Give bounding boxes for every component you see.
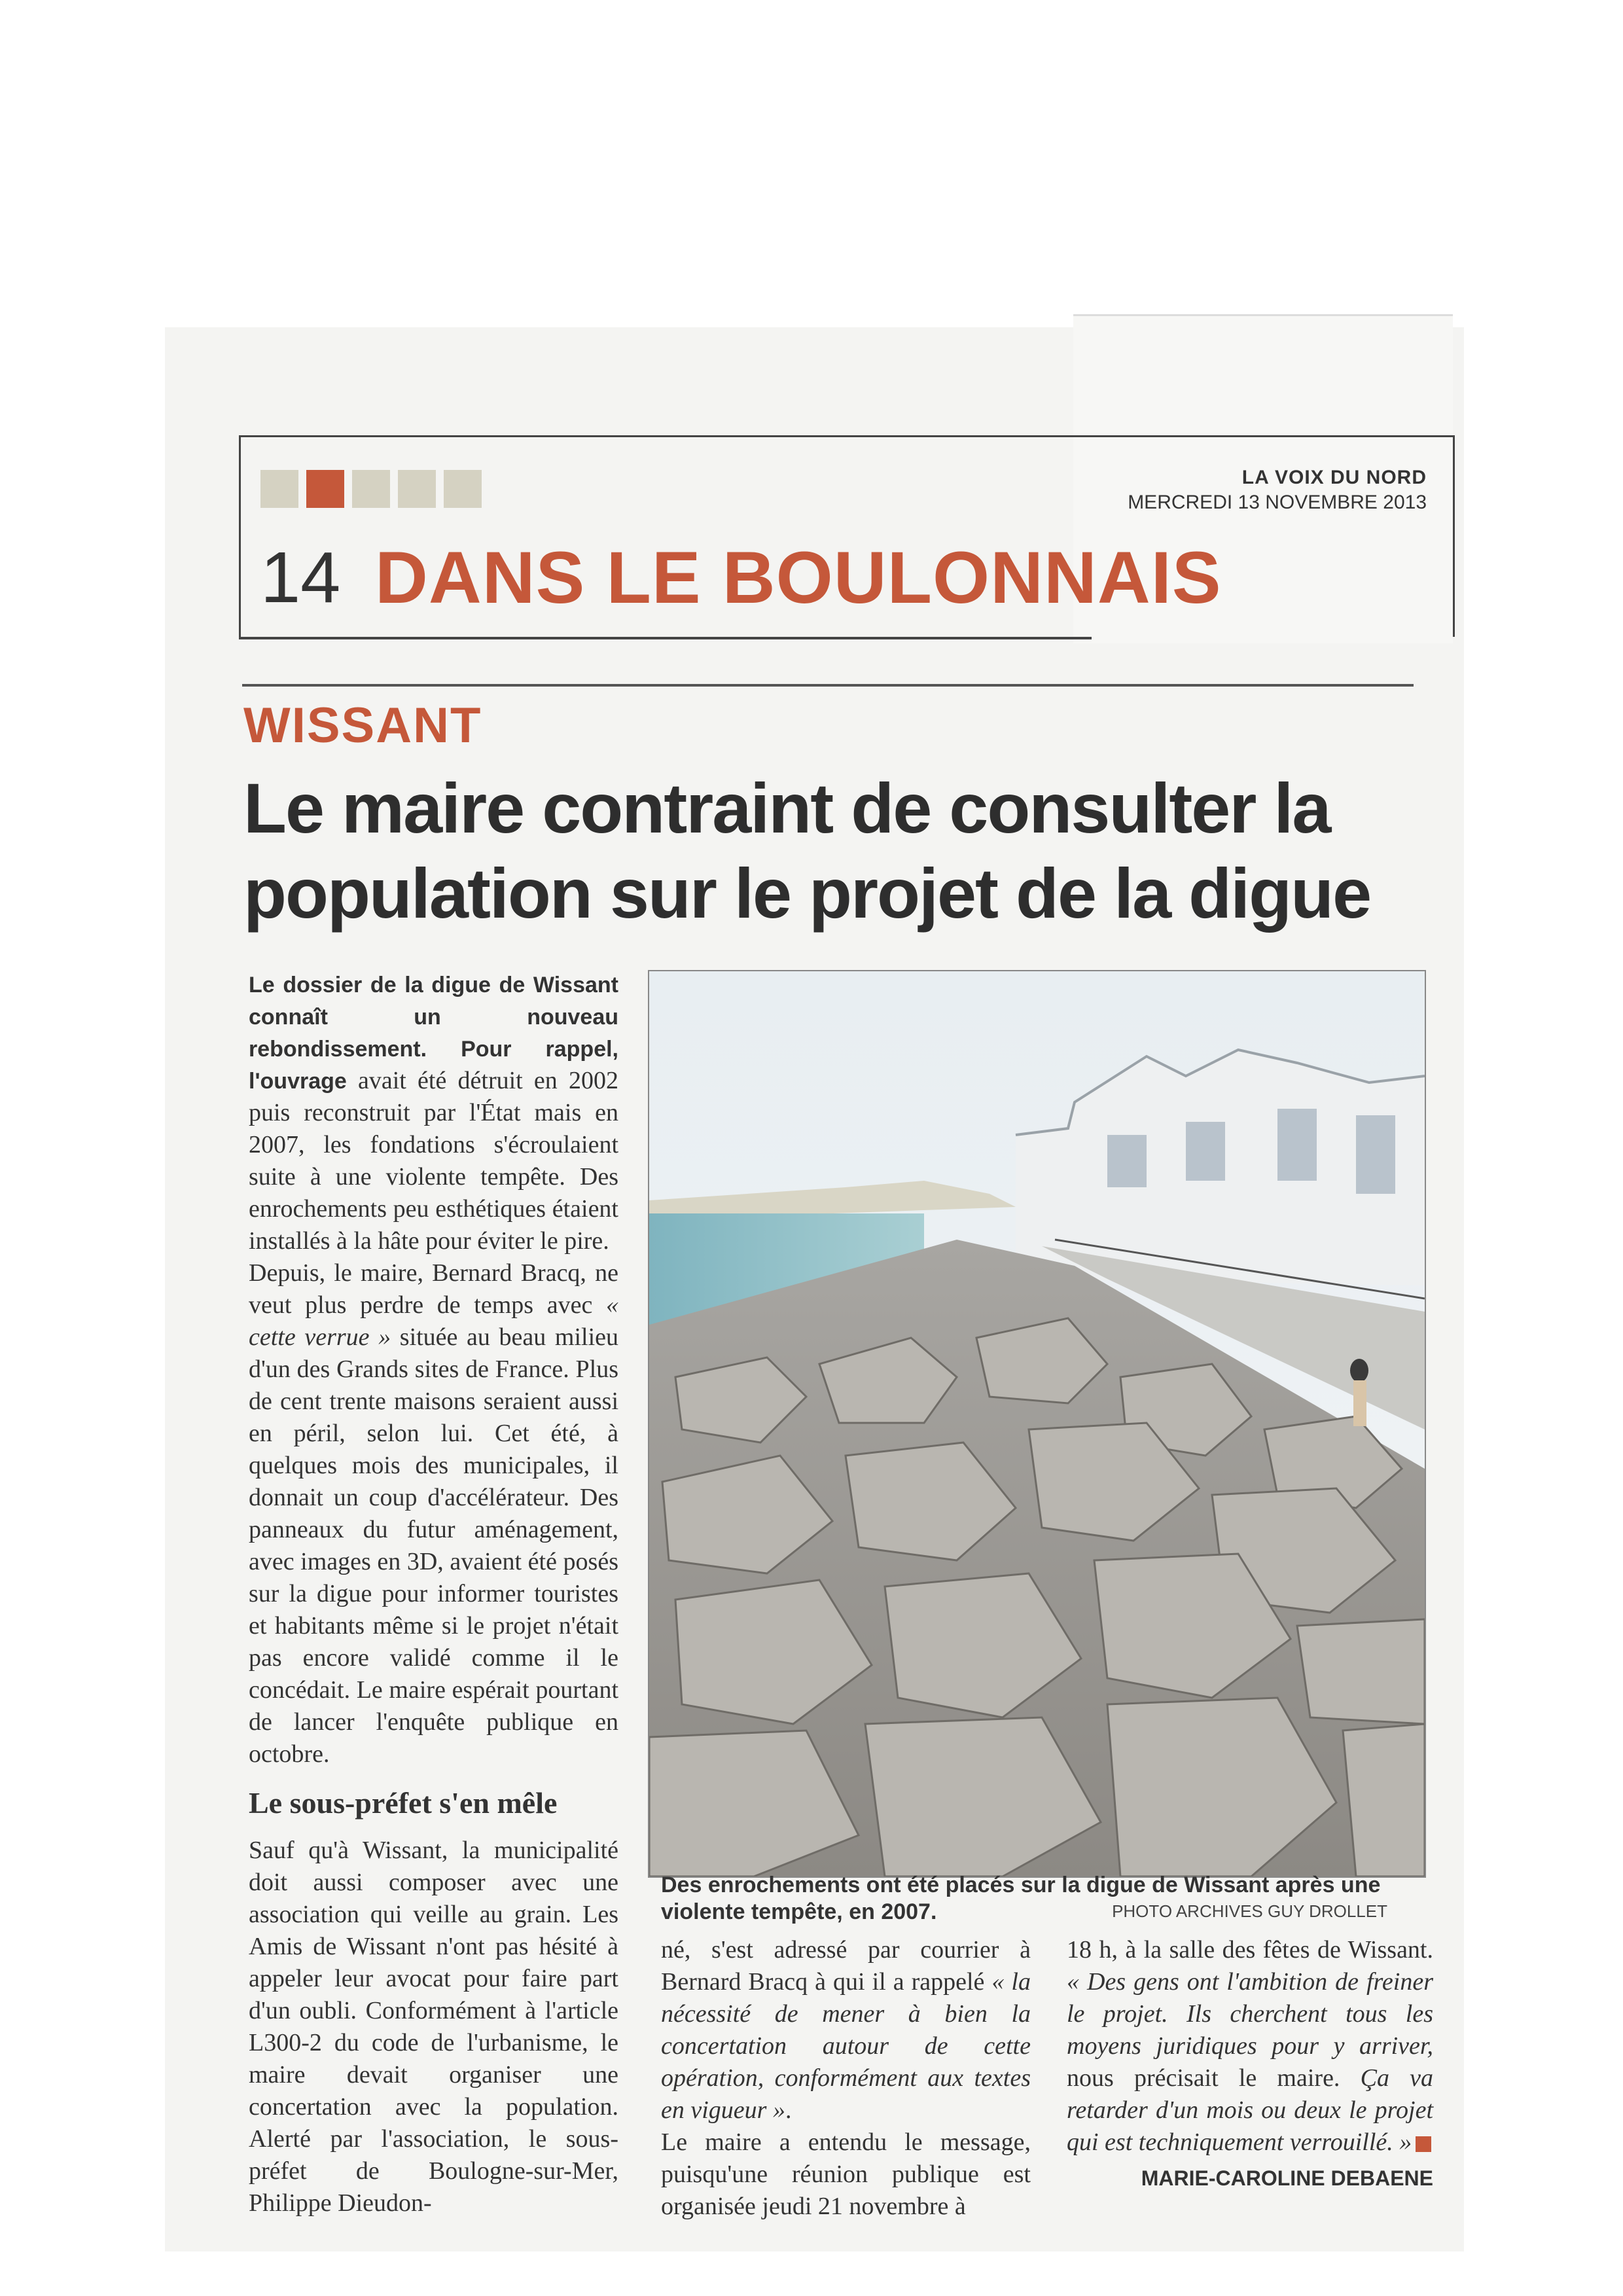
seawall-rocks-photo [649, 971, 1425, 1876]
paragraph-text: né, s'est adressé par courrier à Bernard Bracq à qui il a rappelé [661, 1936, 1031, 1996]
paragraph-text: nous précisait le maire. [1067, 2064, 1361, 2092]
masthead [1128, 467, 1427, 514]
quote: « la nécessité de mener à bien la concertation autour de cette opération, conformément aux textes en vigueur » [661, 1968, 1031, 2125]
section-header [239, 435, 1222, 639]
paragraph-text: Depuis, le maire, Bernard Bracq, ne veut plus perdre de temps avec [249, 1259, 618, 1319]
square-mark [352, 470, 390, 508]
square-mark [260, 470, 298, 508]
masthead-box [1083, 435, 1455, 637]
paragraph-text: avait été détruit en 2002 puis reconstruit par l'État mais en 2007, les fondations s'écroulaient suite à une violente tempête. Des enrochements peu esthétiques étaient installés à la hâte pour éviter le pire. [249, 1067, 618, 1255]
photo-credit: PHOTO ARCHIVES GUY DROLLET [1112, 1901, 1387, 1921]
article-byline: MARIE-CAROLINE DEBAENE [1141, 2166, 1433, 2191]
quote: Ça va retarder d'un mois ou deux le projet qui est techniquement verrouillé. » [1067, 2064, 1433, 2157]
square-mark [398, 470, 436, 508]
square-mark-accent [306, 470, 344, 508]
issue-date: MERCREDI 13 NOVEMBRE 2013 [1128, 492, 1427, 513]
square-mark [444, 470, 482, 508]
end-mark-icon [1416, 2136, 1431, 2152]
page-number: 14 [260, 537, 341, 618]
photo-caption: Des enrochements ont été placés sur la digue de Wissant après une violente tempête, en 2007. [661, 1873, 1381, 1924]
quote: « cette verrue » [249, 1291, 618, 1352]
paragraph [1067, 1934, 1433, 2159]
paragraph-text: . [785, 2096, 792, 2125]
paragraph [249, 1257, 618, 1770]
decorative-squares [260, 470, 482, 508]
article-photo [648, 970, 1426, 1878]
article-column-1 [249, 969, 618, 2219]
paragraph [661, 1934, 1031, 2126]
article-headline: Le maire contraint de consulter la population sur le projet de la digue [243, 768, 1371, 933]
article-lead: Le dossier de la digue de Wissant connaît un nouveau rebondissement. Pour rappel, l'ouvrage [249, 973, 618, 1094]
paragraph: Le maire a entendu le message, puisqu'une réunion publique est organisée jeudi 21 novembre à [661, 2128, 1031, 2221]
paragraph-text: 18 h, à la salle des fêtes de Wissant. [1067, 1936, 1433, 1964]
paragraph-text: située au beau milieu d'un des Grands sites de France. Plus de cent trente maisons seraient aussi en péril, selon lui. Cet été, à quelques mois des municipales, il donnait un coup d'accélérateur. Des panneaux du futur aménagement, avec images en 3D, avaient été posés sur la digue pour informer touristes et habitants même si le projet n'était pas encore validé comme il le concédait. Le maire espérait pourtant de lancer l'enquête publique en octobre. [249, 1323, 618, 1768]
article-subhead: Le sous-préfet s'en mêle [249, 1786, 558, 1820]
article-column-2 [661, 1934, 1031, 2223]
page-header [239, 435, 1453, 635]
section-title: DANS LE BOULONNAIS [375, 537, 1222, 619]
article-column-3 [1067, 1934, 1433, 2192]
paragraph [249, 969, 618, 1257]
paragraph: Sauf qu'à Wissant, la municipalité doit aussi composer avec une association qui veille au grain. Les Amis de Wissant n'ont pas hésité à appeler leur avocat pour faire part d'un oubli. Conformément à l'article L300-2 du code de l'urbanisme, le maire devait organiser une concertation avec la population. Alerté par l'association, le sous-préfet de Boulogne-sur-Mer, Philippe Dieudon- [249, 1836, 618, 2217]
newspaper-name: LA VOIX DU NORD [1241, 467, 1427, 488]
article-kicker: WISSANT [243, 698, 482, 753]
divider [242, 684, 1414, 687]
quote: « Des gens ont l'ambition de freiner le projet. Ils cherchent tous les moyens juridiques pour y arriver, [1067, 1968, 1433, 2060]
